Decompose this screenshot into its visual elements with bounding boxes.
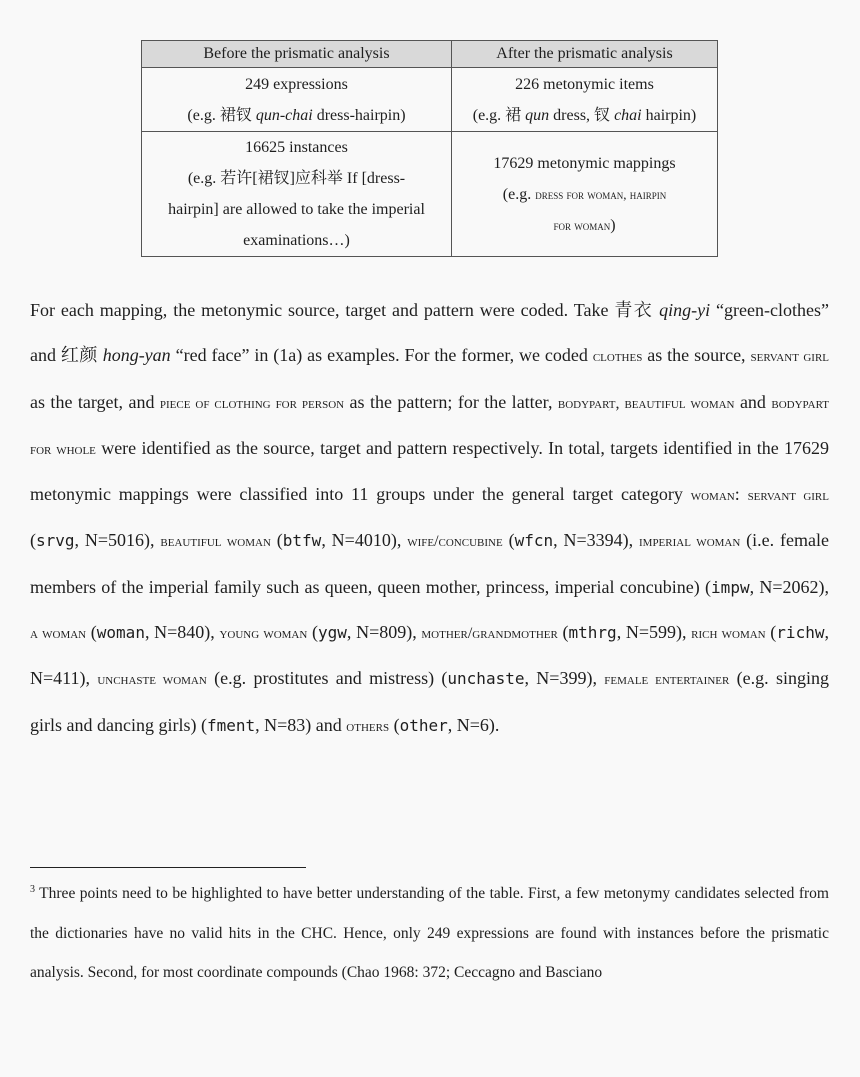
- cell-smallcaps: dress for woman, hairpin: [535, 186, 667, 202]
- text-run: , N=2062),: [749, 576, 829, 597]
- text-run: For each mapping, the metonymic source, target and pattern were coded. Take 青衣: [30, 300, 660, 320]
- text-run: piece of clothing for person: [159, 394, 345, 412]
- text-run: wfcn: [514, 531, 554, 551]
- text-run: as the pattern; for the latter,: [344, 391, 558, 412]
- footnote-text: Three points need to be highlighted to have better understanding of the table. First, a few metonymy candidates selected from the dictionaries have no valid hits in the CHC. Hence, only 249 expressions are found with instances before the prismatic analysis. Second, for most coordinate compounds (Chao 1968: 372; Ceccagno and Basciano: [30, 885, 829, 981]
- text-run: a woman: [30, 625, 87, 643]
- footnote-marker: 3: [30, 884, 35, 895]
- text-run: bodypart, beautiful woman: [557, 394, 735, 412]
- cell-text: dress, 钗: [549, 106, 615, 124]
- cell-text: 17629 metonymic mappings: [493, 154, 676, 172]
- text-run: woman: [690, 487, 735, 505]
- text-run: , N=399),: [524, 668, 605, 689]
- text-run: :: [734, 484, 748, 505]
- text-run: imperial woman: [639, 533, 741, 551]
- cell-text: 249 expressions: [245, 75, 348, 93]
- text-run: (e.g. singing girls and dancing girls) (: [30, 668, 829, 735]
- cell-italic: qun: [525, 106, 550, 124]
- text-run: , N=83) and: [255, 714, 347, 735]
- table-cell: [452, 132, 718, 257]
- text-run: were identified as the source, target and pattern respectively. In total, targets identified in the 17629 metonymic mappings were classified into 11 groups under the general target category: [30, 437, 830, 505]
- text-run: beautiful woman: [160, 533, 271, 551]
- table-cell: [452, 68, 718, 132]
- text-run: (i.e. female members of the imperial family such as queen, queen mother, princess, imperial concubine) (: [30, 530, 829, 597]
- text-run: mthrg: [568, 623, 617, 643]
- text-run: “green-clothes” and 红颜: [30, 300, 829, 366]
- text-run: fment: [206, 715, 256, 735]
- cell-italic: qun-chai: [255, 106, 313, 124]
- text-run: , N=599),: [616, 622, 692, 643]
- text-run: other: [399, 715, 448, 735]
- text-run: bodypart for whole: [30, 394, 829, 458]
- text-run: mother/grandmother: [421, 625, 558, 643]
- text-run: young woman: [219, 625, 308, 643]
- cell-text: ): [610, 216, 616, 234]
- text-run: ygw: [318, 623, 347, 643]
- text-run: unchaste: [447, 669, 525, 689]
- text-run: as the target, and: [30, 391, 160, 412]
- text-run: others: [346, 717, 390, 735]
- text-run: qing-yi: [659, 300, 711, 320]
- text-run: , N=6).: [447, 714, 500, 735]
- table-row: [142, 132, 718, 257]
- footnote-divider: [30, 867, 306, 868]
- text-run: servant girl: [750, 348, 829, 366]
- text-run: wife/concubine: [407, 533, 503, 551]
- comparison-table: [141, 40, 718, 257]
- text-run: , N=3394),: [553, 530, 639, 551]
- cell-text: hairpin): [641, 106, 697, 124]
- cell-text: (e.g. 若许[裙钗]应科举 If [dress-: [187, 170, 406, 187]
- table-row: [142, 68, 718, 132]
- cell-text: 16625 instances: [245, 139, 348, 156]
- cell-text: (e.g. 裙钗: [187, 106, 256, 124]
- text-run: rich woman: [691, 625, 766, 643]
- text-run: female entertainer: [604, 671, 730, 689]
- text-run: , N=809),: [346, 622, 422, 643]
- text-run: hong-yan: [102, 345, 171, 366]
- text-run: , N=840),: [144, 622, 220, 643]
- table-header-before: Before the prismatic analysis: [142, 41, 452, 68]
- table-header-after: After the prismatic analysis: [452, 41, 718, 68]
- table-header-row: [142, 41, 718, 68]
- text-run: srvg: [36, 531, 75, 551]
- cell-text: examinations…): [243, 232, 350, 249]
- text-run: btfw: [282, 531, 322, 551]
- footnote: [30, 874, 829, 993]
- text-run: servant girl: [747, 487, 829, 505]
- text-run: as the source,: [642, 345, 751, 366]
- text-run: , N=411),: [30, 622, 829, 689]
- text-run: woman: [96, 623, 145, 643]
- text-run: unchaste woman: [97, 671, 207, 689]
- text-run: richw: [776, 623, 825, 643]
- cell-text: 226 metonymic items: [515, 75, 654, 93]
- text-run: clothes: [592, 348, 643, 366]
- text-run: , N=4010),: [321, 530, 408, 551]
- cell-italic: chai: [614, 106, 642, 124]
- text-run: (e.g. prostitutes and mistress) (: [206, 668, 448, 689]
- cell-text: hairpin] are allowed to take the imperial: [168, 201, 425, 218]
- table-cell: [142, 132, 452, 257]
- text-run: and: [734, 391, 772, 412]
- cell-text: (e.g. 裙: [472, 106, 526, 124]
- text-run: , N=5016),: [74, 530, 161, 551]
- cell-text: dress-hairpin): [312, 106, 406, 124]
- text-run: impw: [711, 577, 750, 597]
- cell-text: (e.g.: [502, 185, 536, 203]
- text-run: “red face” in (1a) as examples. For the former, we coded: [170, 345, 593, 366]
- cell-smallcaps: for woman: [553, 217, 611, 233]
- body-paragraph: For each mapping, the metonymic source, target and pattern were coded. Take 青衣 qing-yi “green-clothes” and 红颜 hong-yan “red face” in (1a) as examples. For the former, we coded clothes as the source, servant girl as the target, and piece of clothing for person as the pattern; for the latter, bodypart, beautiful woman and bodypart for whole were identified as the source, target and pattern respectively. In total, targets identified in the 17629 metonymic mappings were classified into 11 groups under the general target category woman: servant girl (srvg, N=5016), beautiful woman (btfw, N=4010), wife/concubine (wfcn, N=3394), imperial woman (i.e. female members of the imperial family such as queen, queen mother, princess, imperial concubine) (impw, N=2062), a woman (woman, N=840), young woman (ygw, N=809), mother/grandmother (mthrg, N=599), rich woman (richw, N=411), unchaste woman (e.g. prostitutes and mistress) (unchaste, N=399), female entertainer (e.g. singing girls and dancing girls) (fment, N=83) and others (other, N=6).: [30, 300, 830, 735]
- table-cell: [142, 68, 452, 132]
